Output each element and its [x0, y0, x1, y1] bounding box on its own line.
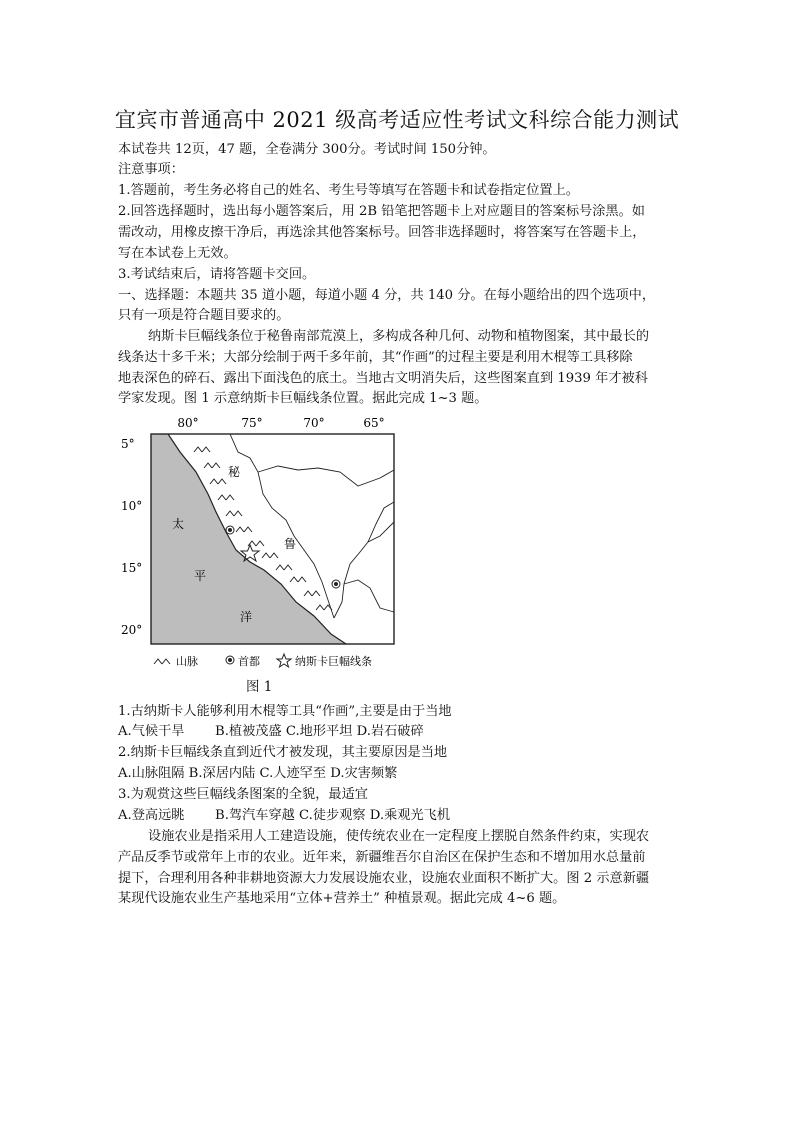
mountain-legend-icon: [154, 659, 170, 664]
country-border: [368, 502, 394, 542]
lat-label: 5°: [121, 437, 135, 451]
place-label: 太: [172, 517, 185, 531]
legend-label: 首都: [238, 655, 260, 668]
lat-label: 15°: [121, 561, 143, 575]
section-heading: 只有一项是符合题目要求的。: [118, 308, 290, 323]
lon-label: 70°: [303, 416, 325, 430]
place-label: 洋: [240, 610, 253, 624]
figure-caption: 图 1: [246, 679, 273, 695]
question-options: A.山脉阻隔 B.深居内陆 C.人迹罕至 D.灾害频繁: [118, 766, 398, 781]
question-stem: 2.纳斯卡巨幅线条直到近代才被发现，其主要原因是当地: [118, 745, 448, 760]
lon-label: 80°: [177, 416, 199, 430]
section-heading: 一、选择题：本题共 35 道小题，每道小题 4 分，共 140 分。在每小题给出的四个选项中，: [118, 288, 656, 303]
question-stem: 3.为观赏这些巨幅线条图案的全貌，最适宜: [118, 787, 368, 802]
notes-heading: 注意事项：: [118, 162, 184, 177]
country-border: [258, 466, 394, 486]
passage-line: 某现代设施农业生产基地采用“立体+营养土” 种植景观。据此完成 4~6 题。: [118, 891, 566, 906]
passage-line: 线条达十多千米；大部分绘制于两千多年前，其“作画”的过程主要是利用木棍等工具移除: [118, 350, 633, 365]
passage-line: 学家发现。图 1 示意纳斯卡巨幅线条位置。据此完成 1~3 题。: [118, 391, 488, 406]
question-stem: 1.古纳斯卡人能够利用木棍等工具“作画”,主要是由于当地: [118, 704, 452, 719]
passage-line: 提下，合理利用各种非耕地资源大力发展设施农业，设施农业面积不断扩大。图 2 示意新疆: [118, 871, 650, 886]
passage-line: 地表深色的碎石、露出下面浅色的底土。当地古文明消失后，这些图案直到 1939 年才被科: [118, 371, 648, 386]
place-label: 鲁: [284, 537, 297, 551]
passage-line: 产品反季节或常年上市的农业。近年来，新疆维吾尔自治区在保护生态和不增加用水总量前: [118, 850, 646, 865]
legend-label: 纳斯卡巨幅线条: [295, 655, 372, 668]
passage-line: 纳斯卡巨幅线条位于秘鲁南部荒漠上，多构成各种几何、动物和植物图案，其中最长的: [148, 329, 650, 344]
lat-label: 10°: [121, 499, 143, 513]
place-label: 平: [194, 569, 207, 583]
map-legend: [154, 654, 372, 668]
lat-label: 20°: [121, 623, 143, 637]
note-line: 3.考试结束后，请将答题卡交回。: [118, 267, 316, 282]
country-border: [334, 522, 394, 618]
capital-lima: [226, 526, 234, 534]
place-label: 秘: [228, 465, 241, 479]
page-title: 宜宾市普通高中 2021 级高考适应性考试文科综合能力测试: [114, 108, 680, 132]
question-options: A.气候干旱 B.植被茂盛 C.地形平坦 D.岩石破碎: [118, 724, 424, 739]
capital-legend-icon: [226, 656, 234, 664]
country-border: [344, 580, 394, 612]
passage-line: 设施农业是指采用人工建造设施，使传统农业在一定程度上摆脱自然条件约束，实现农: [148, 829, 650, 844]
peru-map-figure: [118, 412, 400, 670]
star-legend-icon: [277, 654, 291, 667]
lon-label: 75°: [241, 416, 263, 430]
capital-la-paz: [332, 580, 340, 588]
lon-label: 65°: [363, 416, 385, 430]
legend-label: 山脉: [176, 655, 198, 668]
intro-text: 本试卷共 12页，47 题，全卷满分 300分。考试时间 150分钟。: [118, 142, 496, 157]
question-options: A.登高远眺 B.驾汽车穿越 C.徒步观察 D.乘观光飞机: [118, 808, 451, 823]
note-line: 写在本试卷上无效。: [118, 246, 237, 261]
note-line: 1.答题前，考生务必将自己的姓名、考生号等填写在答题卡和试卷指定位置上。: [118, 183, 579, 198]
note-line: 2.回答选择题时，选出每小题答案后，用 2B 铅笔把答题卡上对应题目的答案标号涂黑。如: [118, 204, 645, 219]
note-line: 需改动，用橡皮擦干净后，再选涂其他答案标号。回答非选择题时，将答案写在答题卡上，: [118, 225, 646, 240]
